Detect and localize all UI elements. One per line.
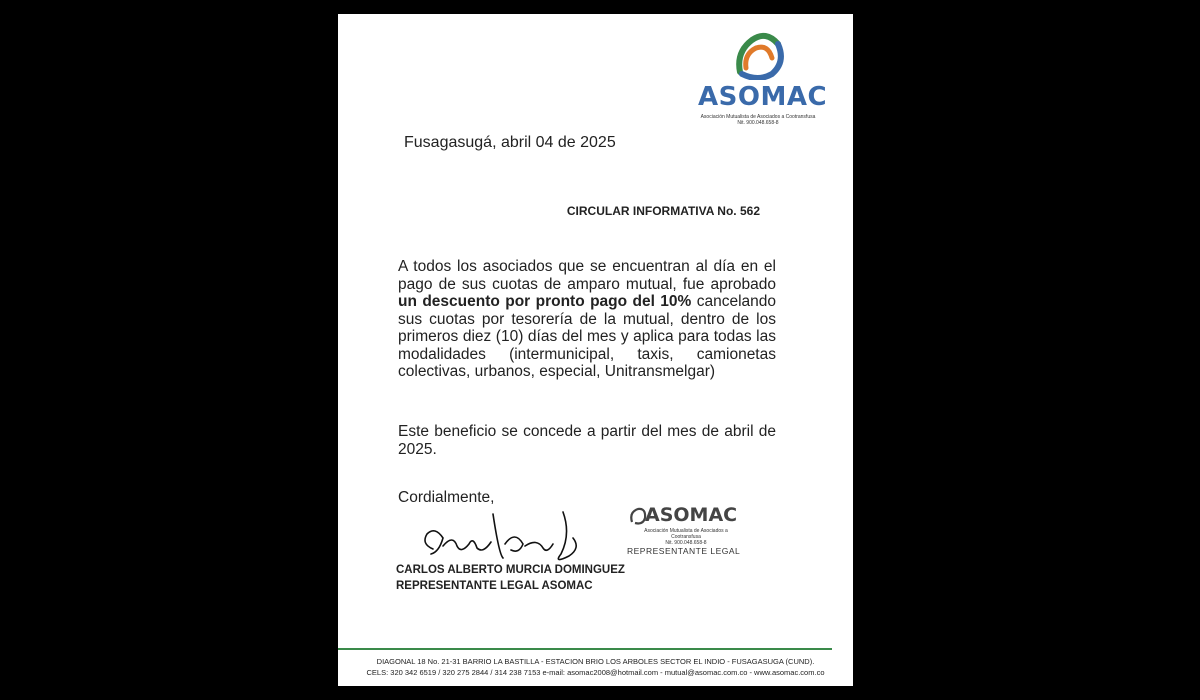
letter-date: Fusagasugá, abril 04 de 2025 [404, 134, 616, 151]
letter-page [338, 14, 853, 686]
body-paragraph-1: A todos los asociados que se encuentran al día en el pago de sus cuotas de amparo mutual, fue aprobado un descuento por pronto pago del 10% cancelando sus cuotas por tesorería de la mutual, dentro de los primeros diez (10) días del mes y aplica para todas las modalidades (intermunicipal, taxis, camionetas colectivas, urbanos, especial, Unitransmelgar) [398, 258, 777, 380]
letter-footer [338, 656, 853, 678]
footer-contacts: CELS: 320 342 6519 / 320 275 2844 / 314 238 7153 e-mail: asomac2008@hotmail.com - mutual@asomac.com.co - www.asomac.com.co [366, 668, 825, 677]
signer-name: CARLOS ALBERTO MURCIA DOMINGUEZ [396, 564, 625, 576]
circular-title: CIRCULAR INFORMATIVA No. 562 [566, 204, 760, 218]
asomac-logo [698, 32, 828, 126]
logo-name: ASOMAC [698, 82, 828, 112]
logo-subtitle: Asociación Mutualista de Asociados a Cootransfusa Nit. 900.048.658-8 [700, 114, 816, 126]
signer-role: REPRESENTANTE LEGAL ASOMAC [396, 580, 593, 592]
asomac-triangle-icon [732, 32, 784, 80]
closing: Cordialmente, [398, 489, 495, 506]
stamp-subtitle: Asociación Mutualista de Asociados a Cootransfusa Nit. 900.048.658-8 [644, 528, 728, 546]
body-paragraph-2: Este beneficio se concede a partir del mes de abril de 2025. [398, 423, 776, 458]
discount-highlight: un descuento por pronto pago del 10% [398, 293, 692, 310]
stamp-name: ASOMAC [645, 504, 738, 526]
footer-divider [338, 648, 832, 650]
signer-block [396, 562, 625, 594]
stamp-role: REPRESENTANTE LEGAL [627, 546, 741, 556]
asomac-stamp [625, 504, 745, 564]
footer-address: DIAGONAL 18 No. 21-31 BARRIO LA BASTILLA - ESTACION BRIO LOS ARBOLES SECTOR EL INDIO - FUSAGASUGA (CUND). [376, 657, 815, 666]
